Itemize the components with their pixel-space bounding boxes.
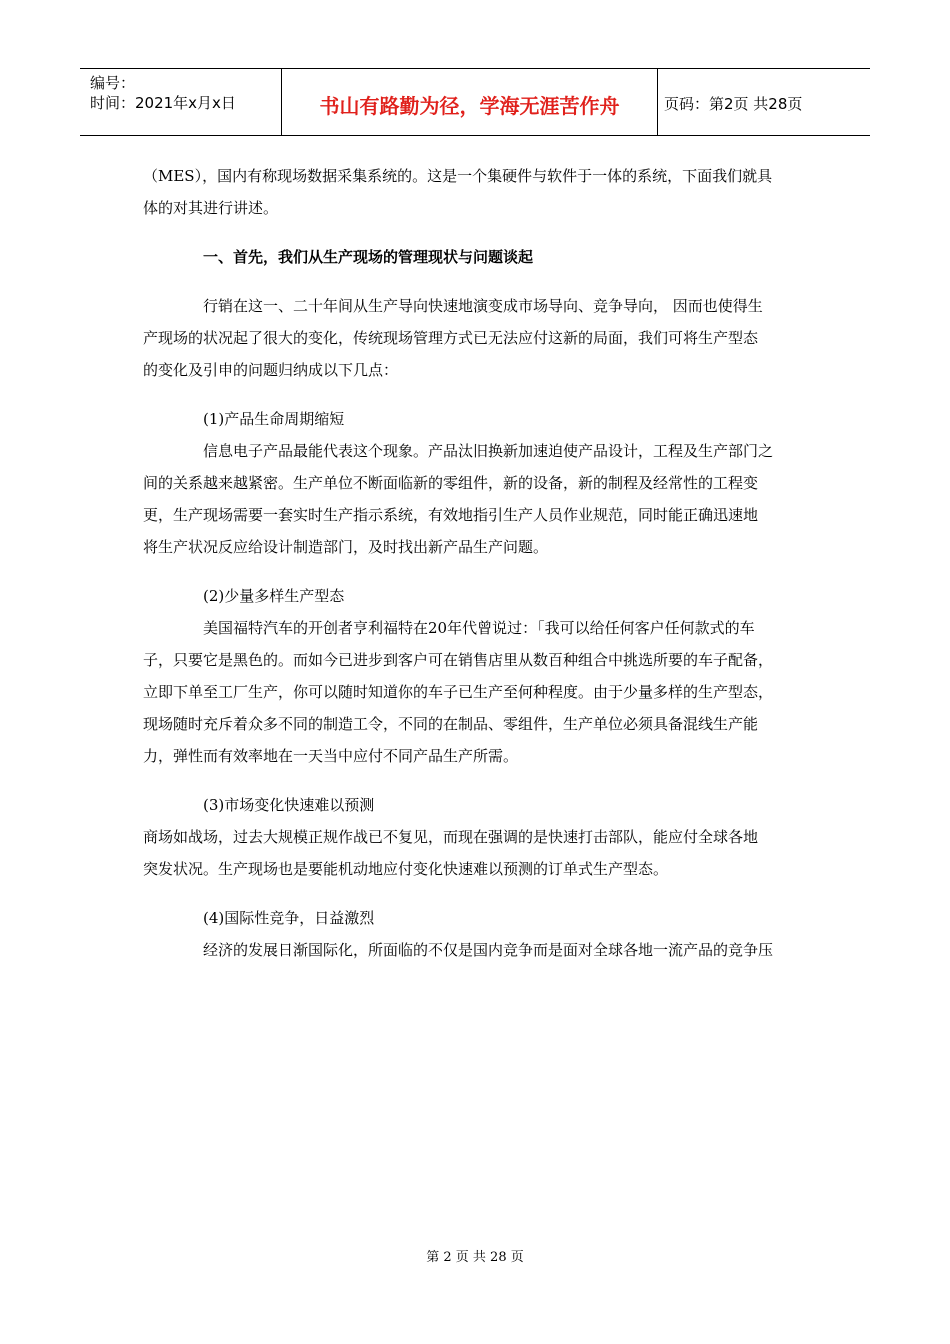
paragraph-mes-intro: [143, 160, 805, 224]
text-line: 美国福特汽车的开创者亨利福特在20年代曾说过：「我可以给任何客户任何款式的车: [203, 619, 755, 637]
text-line: 产现场的状况起了很大的变化，传统现场管理方式已无法应付这新的局面，我们可将生产型态: [143, 329, 759, 347]
header-meta-cell: [80, 69, 282, 135]
document-body: [143, 160, 805, 966]
text-line: 力，弹性而有效率地在一天当中应付不同产品生产所需。: [143, 747, 519, 765]
text-line: 现场随时充斥着众多不同的制造工令，不同的在制品、零组件，生产单位必须具备混线生产能: [143, 715, 759, 733]
text-line: （MES），国内有称现场数据采集系统的。这是一个集硬件与软件于一体的系统，下面我们就具: [143, 167, 773, 185]
item-title-3: (3)市场变化快速难以预测: [203, 796, 375, 814]
text-line: 行销在这一、二十年间从生产导向快速地演变成市场导向、竞争导向， 因而也使得生: [203, 297, 763, 315]
header-motto-cell: [282, 69, 658, 135]
text-line: 将生产状况反应给设计制造部门，及时找出新产品生产问题。: [143, 538, 549, 556]
document-time-label: 时间：2021年x月x日: [90, 94, 236, 112]
item-title-4: (4)国际性竞争，日益激烈: [203, 909, 375, 927]
document-header: [80, 68, 870, 136]
text-line: 信息电子产品最能代表这个现象。产品汰旧换新加速迫使产品设计，工程及生产部门之: [203, 442, 774, 460]
section-heading: 一、首先，我们从生产现场的管理现状与问题谈起: [203, 248, 534, 266]
text-line: 更，生产现场需要一套实时生产指示系统，有效地指引生产人员作业规范，同时能正确迅速地: [143, 506, 759, 524]
document-number-label: 编号：: [90, 74, 136, 92]
text-line: 的变化及引申的问题归纳成以下几点：: [143, 361, 399, 379]
text-line: 经济的发展日渐国际化，所面临的不仅是国内竞争而是面对全球各地一流产品的竞争压: [203, 941, 774, 959]
paragraph-marketing: [143, 290, 805, 386]
page-footer: 第 2 页 共 28 页: [426, 1250, 524, 1265]
text-line: 商场如战场，过去大规模正规作战已不复见，而现在强调的是快速打击部队，能应付全球各地: [143, 828, 759, 846]
paragraph-item-1: [143, 435, 805, 563]
text-line: 子，只要它是黑色的。而如今已进步到客户可在销售店里从数百种组合中挑选所要的车子配备，: [143, 651, 774, 669]
paragraph-item-2: [143, 612, 805, 772]
text-line: 间的关系越来越紧密。生产单位不断面临新的零组件，新的设备，新的制程及经常性的工程变: [143, 474, 759, 492]
header-page-info-cell: [658, 69, 870, 135]
item-title-1: (1)产品生命周期缩短: [203, 410, 345, 428]
text-line: 立即下单至工厂生产，你可以随时知道你的车子已生产至何种程度。由于少量多样的生产型态，: [143, 683, 774, 701]
paragraph-item-4: [143, 934, 805, 966]
header-motto: 书山有路勤为径，学海无涯苦作舟: [319, 93, 620, 118]
paragraph-item-3: [143, 821, 805, 885]
text-line: 突发状况。生产现场也是要能机动地应付变化快速难以预测的订单式生产型态。: [143, 860, 669, 878]
item-title-2: (2)少量多样生产型态: [203, 587, 345, 605]
text-line: 体的对其进行讲述。: [143, 199, 279, 217]
header-page-info: 页码：第2页 共28页: [664, 94, 803, 113]
